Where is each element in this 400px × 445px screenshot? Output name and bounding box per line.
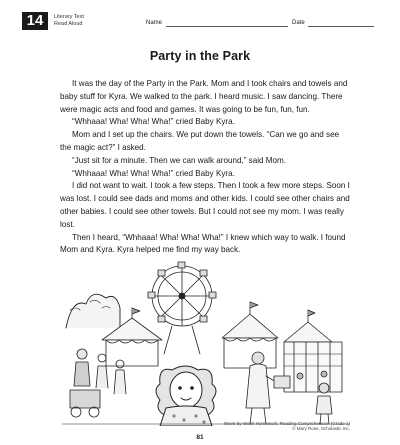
date-field-line[interactable] — [308, 26, 374, 27]
section-label-line1: Literary Text — [54, 14, 84, 20]
section-label-line2: Read Aloud — [54, 20, 83, 27]
story-paragraph: I did not want to wait. I took a few steps. Then I took a few more steps. Soon I was lost. I could see dads and moms and other kids. I could see other chairs and other babies. I could see other towels. But I could not see my mom. I was really lost. — [60, 181, 350, 229]
story-paragraph: Mom and I set up the chairs. We put down the towels. “Can we go and see the magic act?” I asked. — [60, 130, 340, 152]
name-label: Name — [146, 20, 163, 26]
story-paragraph: It was the day of the Party in the Park. Mom and I took chairs and towels and baby stuff for Kyra. We walked to the park. I heard music. I saw dancing. There were magic acts and food and games. It was going to be fun, fun, fun. — [60, 79, 348, 114]
park-party-illustration — [62, 258, 350, 426]
section-label — [54, 14, 84, 27]
carousel — [284, 342, 342, 392]
name-field-line[interactable] — [166, 26, 288, 27]
story-title: Party in the Park — [149, 49, 251, 63]
worksheet-header — [22, 14, 382, 30]
page-number: 81 — [196, 434, 204, 441]
story-text — [60, 78, 350, 257]
story-paragraph: “Just sit for a minute. Then we can walk around,” said Mom. — [72, 155, 286, 165]
credit-line2: © Mary Rose, Scholastic Inc. — [292, 426, 350, 432]
story-paragraph: “Whhaaa! Wha! Wha! Wha!” cried Baby Kyra. — [72, 117, 235, 127]
date-label: Date — [292, 20, 305, 26]
story-paragraph: Then I heard, “Whhaaa! Wha! Wha! Wha!” I knew which way to walk. I found Mom and Kyra. Kyra helped me find my way back. — [60, 232, 346, 255]
page-tab-number: 14 — [22, 12, 48, 30]
credit-line1: Week-by-Week Homework: Reading Comprehension (Grade 1) — [223, 421, 350, 426]
copyright-credit — [224, 421, 350, 431]
lost-girl-figure — [156, 366, 216, 426]
story-paragraph: “Whhaaa! Wha! Wha! Wha!” cried Baby Kyra. — [72, 168, 235, 178]
